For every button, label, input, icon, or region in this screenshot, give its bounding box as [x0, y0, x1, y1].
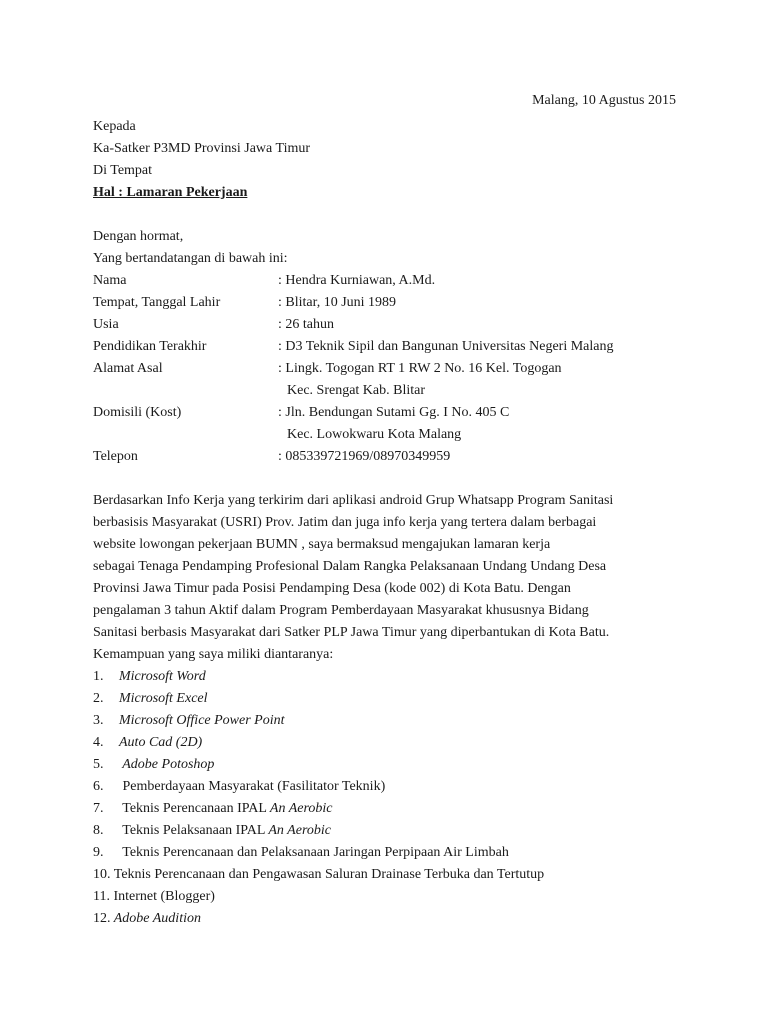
skill-text: Teknis Perencanaan dan Pengawasan Saluran Drainase Terbuka dan Tertutup	[110, 867, 545, 882]
list-item	[93, 798, 683, 820]
field-row-birth	[93, 292, 683, 314]
skill-text: Pemberdayaan Masyarakat (Fasilitator Teknik)	[119, 779, 386, 794]
skill-text: Auto Cad (2D)	[119, 735, 203, 750]
list-item	[93, 754, 683, 776]
field-row-name	[93, 270, 683, 292]
field-label: Usia	[93, 317, 119, 332]
skill-text: Adobe Potoshop	[119, 757, 215, 772]
recipient-to: Kepada	[93, 119, 136, 134]
field-value: : Jln. Bendungan Sutami Gg. I No. 405 C	[278, 405, 510, 420]
skill-text: Teknis Pelaksanaan IPAL	[119, 823, 269, 838]
field-row-education	[93, 336, 683, 358]
list-number: 7.	[93, 801, 104, 816]
spacer	[93, 204, 683, 226]
recipient-name: Ka-Satker P3MD Provinsi Jawa Timur	[93, 141, 311, 156]
list-item	[93, 864, 683, 886]
list-number: 2.	[93, 691, 104, 706]
body-line: Kemampuan yang saya miliki diantaranya:	[93, 647, 334, 662]
list-item	[93, 732, 683, 754]
field-label: Tempat, Tanggal Lahir	[93, 295, 221, 310]
skill-text-italic: An Aerobic	[268, 823, 331, 838]
body-line: pengalaman 3 tahun Aktif dalam Program Pemberdayaan Masyarakat khususnya Bidang	[93, 603, 589, 618]
field-value: : 085339721969/08970349959	[278, 449, 451, 464]
letter-page	[93, 90, 683, 930]
field-label: Nama	[93, 273, 127, 288]
field-label: Telepon	[93, 449, 138, 464]
personal-details	[93, 270, 683, 468]
field-continuation: Kec. Lowokwaru Kota Malang	[287, 427, 462, 442]
skill-text: Teknis Perencanaan dan Pelaksanaan Jaringan Perpipaan Air Limbah	[119, 845, 509, 860]
skills-list	[93, 666, 683, 930]
skill-text: Microsoft Excel	[119, 691, 208, 706]
list-number: 11.	[93, 889, 110, 904]
list-number: 9.	[93, 845, 104, 860]
list-number: 4.	[93, 735, 104, 750]
field-row-domicile	[93, 402, 683, 424]
list-number: 8.	[93, 823, 104, 838]
field-row-phone	[93, 446, 683, 468]
list-number: 5.	[93, 757, 104, 772]
intro-text: Yang bertandatangan di bawah ini:	[93, 251, 288, 266]
field-value: : Blitar, 10 Juni 1989	[278, 295, 397, 310]
field-label: Domisili (Kost)	[93, 405, 182, 420]
body-line: Berdasarkan Info Kerja yang terkirim dari aplikasi android Grup Whatsapp Program Sanitasi	[93, 493, 614, 508]
list-item	[93, 842, 683, 864]
list-item	[93, 886, 683, 908]
skill-text: Internet (Blogger)	[109, 889, 215, 904]
list-item	[93, 820, 683, 842]
body-line: website lowongan pekerjaan BUMN , saya bermaksud mengajukan lamaran kerja	[93, 537, 551, 552]
list-item	[93, 688, 683, 710]
field-label: Alamat Asal	[93, 361, 163, 376]
list-number: 3.	[93, 713, 104, 728]
list-item	[93, 710, 683, 732]
recipient-place: Di Tempat	[93, 163, 153, 178]
list-item	[93, 666, 683, 688]
field-value: : D3 Teknik Sipil dan Bangunan Universitas Negeri Malang	[278, 339, 614, 354]
skill-text: Teknis Perencanaan IPAL	[119, 801, 270, 816]
skill-text-italic: An Aerobic	[269, 801, 333, 816]
letter-subject: Hal : Lamaran Pekerjaan	[93, 185, 248, 200]
list-item	[93, 908, 683, 930]
field-continuation: Kec. Srengat Kab. Blitar	[287, 383, 426, 398]
list-item	[93, 776, 683, 798]
greeting: Dengan hormat,	[93, 229, 184, 244]
body-line: Sanitasi berbasis Masyarakat dari Satker PLP Jawa Timur yang diperbantukan di Kota Batu.	[93, 625, 610, 640]
skill-text: Adobe Audition	[110, 911, 201, 926]
body-paragraph	[93, 490, 683, 666]
body-line: sebagai Tenaga Pendamping Profesional Dalam Rangka Pelaksanaan Undang Undang Desa	[93, 559, 607, 574]
spacer	[93, 468, 683, 490]
field-row-address	[93, 358, 683, 380]
skill-text: Microsoft Word	[119, 669, 206, 684]
body-line: Provinsi Jawa Timur pada Posisi Pendamping Desa (kode 002) di Kota Batu. Dengan	[93, 581, 571, 596]
field-value: : Hendra Kurniawan, A.Md.	[278, 273, 436, 288]
list-number: 10.	[93, 867, 111, 882]
field-label: Pendidikan Terakhir	[93, 339, 207, 354]
skill-text: Microsoft Office Power Point	[119, 713, 285, 728]
body-line: berbasisis Masyarakat (USRI) Prov. Jatim dan juga info kerja yang tertera dalam berbagai	[93, 515, 597, 530]
letter-date: Malang, 10 Agustus 2015	[532, 93, 676, 108]
field-value: : 26 tahun	[278, 317, 334, 332]
list-number: 12.	[93, 911, 111, 926]
field-value: : Lingk. Togogan RT 1 RW 2 No. 16 Kel. Togogan	[278, 361, 562, 376]
list-number: 6.	[93, 779, 104, 794]
field-row-age	[93, 314, 683, 336]
list-number: 1.	[93, 669, 104, 684]
